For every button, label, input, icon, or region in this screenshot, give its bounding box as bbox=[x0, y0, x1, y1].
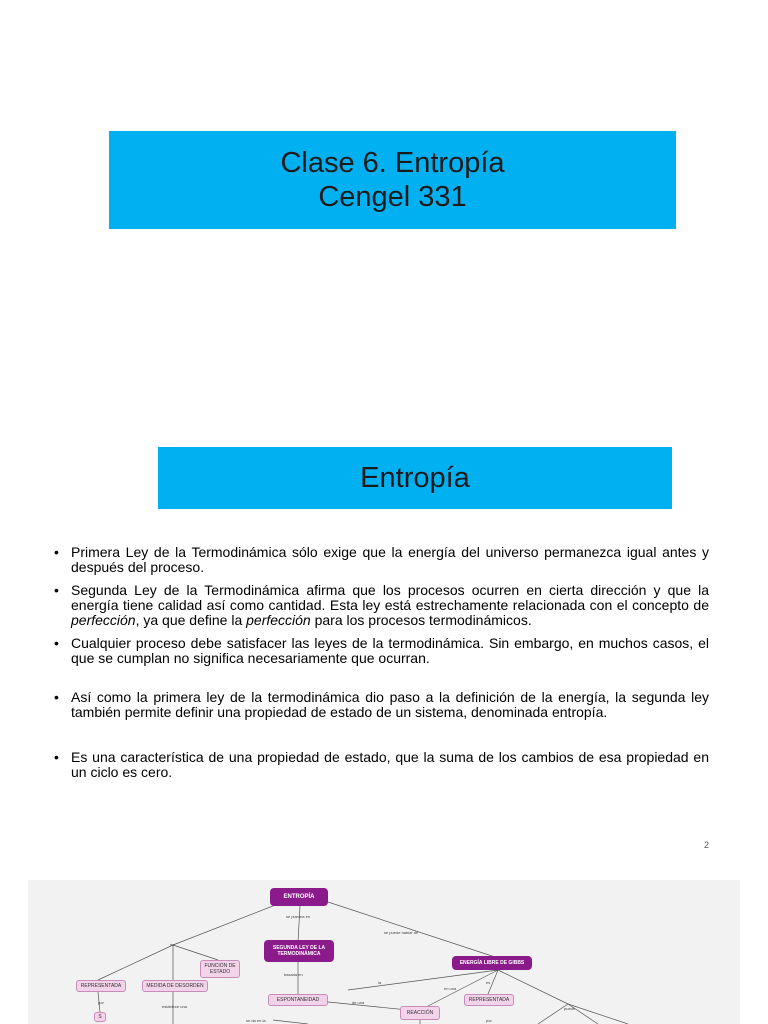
concept-map bbox=[28, 880, 740, 1024]
bullet-item bbox=[54, 583, 709, 628]
section-heading-text: Entropía bbox=[360, 461, 470, 494]
bullet-text: Es una característica de una propiedad de estado, que la suma de los cambios de esa propiedad en un ciclo es cero. bbox=[71, 749, 709, 780]
title-line-1: Clase 6. Entropía bbox=[280, 147, 505, 179]
connector-line bbox=[98, 945, 173, 980]
page-number: 2 bbox=[704, 840, 710, 850]
bullet-emphasis: perfección bbox=[71, 612, 136, 628]
concept-node-espontaneidad: ESPONTANEIDAD bbox=[268, 994, 328, 1006]
bullet-list bbox=[54, 545, 709, 780]
concept-label: basada en bbox=[284, 972, 303, 977]
bullet-text: Así como la primera ley de la termodinámica dio paso a la definición de la energía, la segunda ley también permite definir una propiedad de estado de un sistema, denominada entropía. bbox=[71, 689, 709, 720]
bullet-emphasis: perfección bbox=[246, 612, 311, 628]
concept-label: es bbox=[486, 980, 491, 985]
concept-label: es bbox=[170, 942, 175, 947]
section-heading bbox=[158, 447, 672, 509]
concept-node-segunda-ley: SEGUNDA LEY DE LA TERMODINÁMICA bbox=[264, 940, 334, 962]
connector-line bbox=[328, 1002, 408, 1010]
bullet-item bbox=[54, 690, 709, 720]
concept-label: de una bbox=[352, 1000, 365, 1005]
connector-line bbox=[568, 1004, 628, 1024]
bullet-item bbox=[54, 750, 709, 780]
bullet-item bbox=[54, 545, 709, 575]
concept-label: en una bbox=[444, 986, 457, 991]
bullet-item bbox=[54, 636, 709, 666]
concept-label: la bbox=[378, 980, 382, 985]
concept-label: establece una bbox=[162, 1004, 187, 1009]
connector-line bbox=[173, 945, 218, 960]
title-box bbox=[109, 131, 676, 229]
concept-node-representada-2: REPRESENTADA bbox=[464, 994, 514, 1006]
bullet-text: , ya que define la bbox=[135, 612, 247, 628]
bullet-text: Cualquier proceso debe satisfacer las leyes de la termodinámica. Sin embargo, en muchos casos, el que se cumplan no significa necesariamente que ocurran. bbox=[71, 635, 709, 666]
connector-line bbox=[173, 902, 283, 945]
concept-label: por bbox=[98, 1000, 104, 1005]
bullet-text: Segunda Ley de la Termodinámica afirma que los procesos ocurren en cierta dirección y que la energía tiene calidad así como cantidad. Esta ley está estrechamente relacionada con el concepto de bbox=[71, 582, 709, 613]
concept-label: por bbox=[486, 1018, 492, 1023]
bullet-text: para los procesos termodinámicos. bbox=[310, 612, 532, 628]
concept-node-representada: REPRESENTADA bbox=[76, 980, 126, 992]
concept-node-energia-gibbs: ENERGÍA LIBRE DE GIBBS bbox=[452, 956, 532, 970]
concept-label: se plantea en bbox=[286, 914, 311, 919]
concept-label: puede bbox=[564, 1006, 576, 1011]
title-line-2: Cengel 331 bbox=[318, 181, 467, 213]
concept-map-connectors bbox=[28, 880, 740, 1024]
concept-node-funcion-estado: FUNCIÓN DE ESTADO bbox=[200, 960, 240, 978]
bullet-text: Primera Ley de la Termodinámica sólo exige que la energía del universo permanezca igual antes y después del proceso. bbox=[71, 544, 709, 575]
concept-label: se da en la bbox=[246, 1018, 266, 1023]
connector-line bbox=[348, 970, 498, 990]
connector-line bbox=[273, 1020, 308, 1024]
concept-node-s: S bbox=[94, 1012, 106, 1022]
concept-label: se puede hablar de bbox=[384, 930, 419, 935]
concept-node-medida-desorden: MEDIDA DE DESORDEN bbox=[142, 980, 208, 992]
concept-node-reaccion: REACCIÓN bbox=[400, 1006, 440, 1020]
connector-line bbox=[298, 906, 300, 942]
concept-node-entropia: ENTROPÍA bbox=[270, 888, 328, 906]
